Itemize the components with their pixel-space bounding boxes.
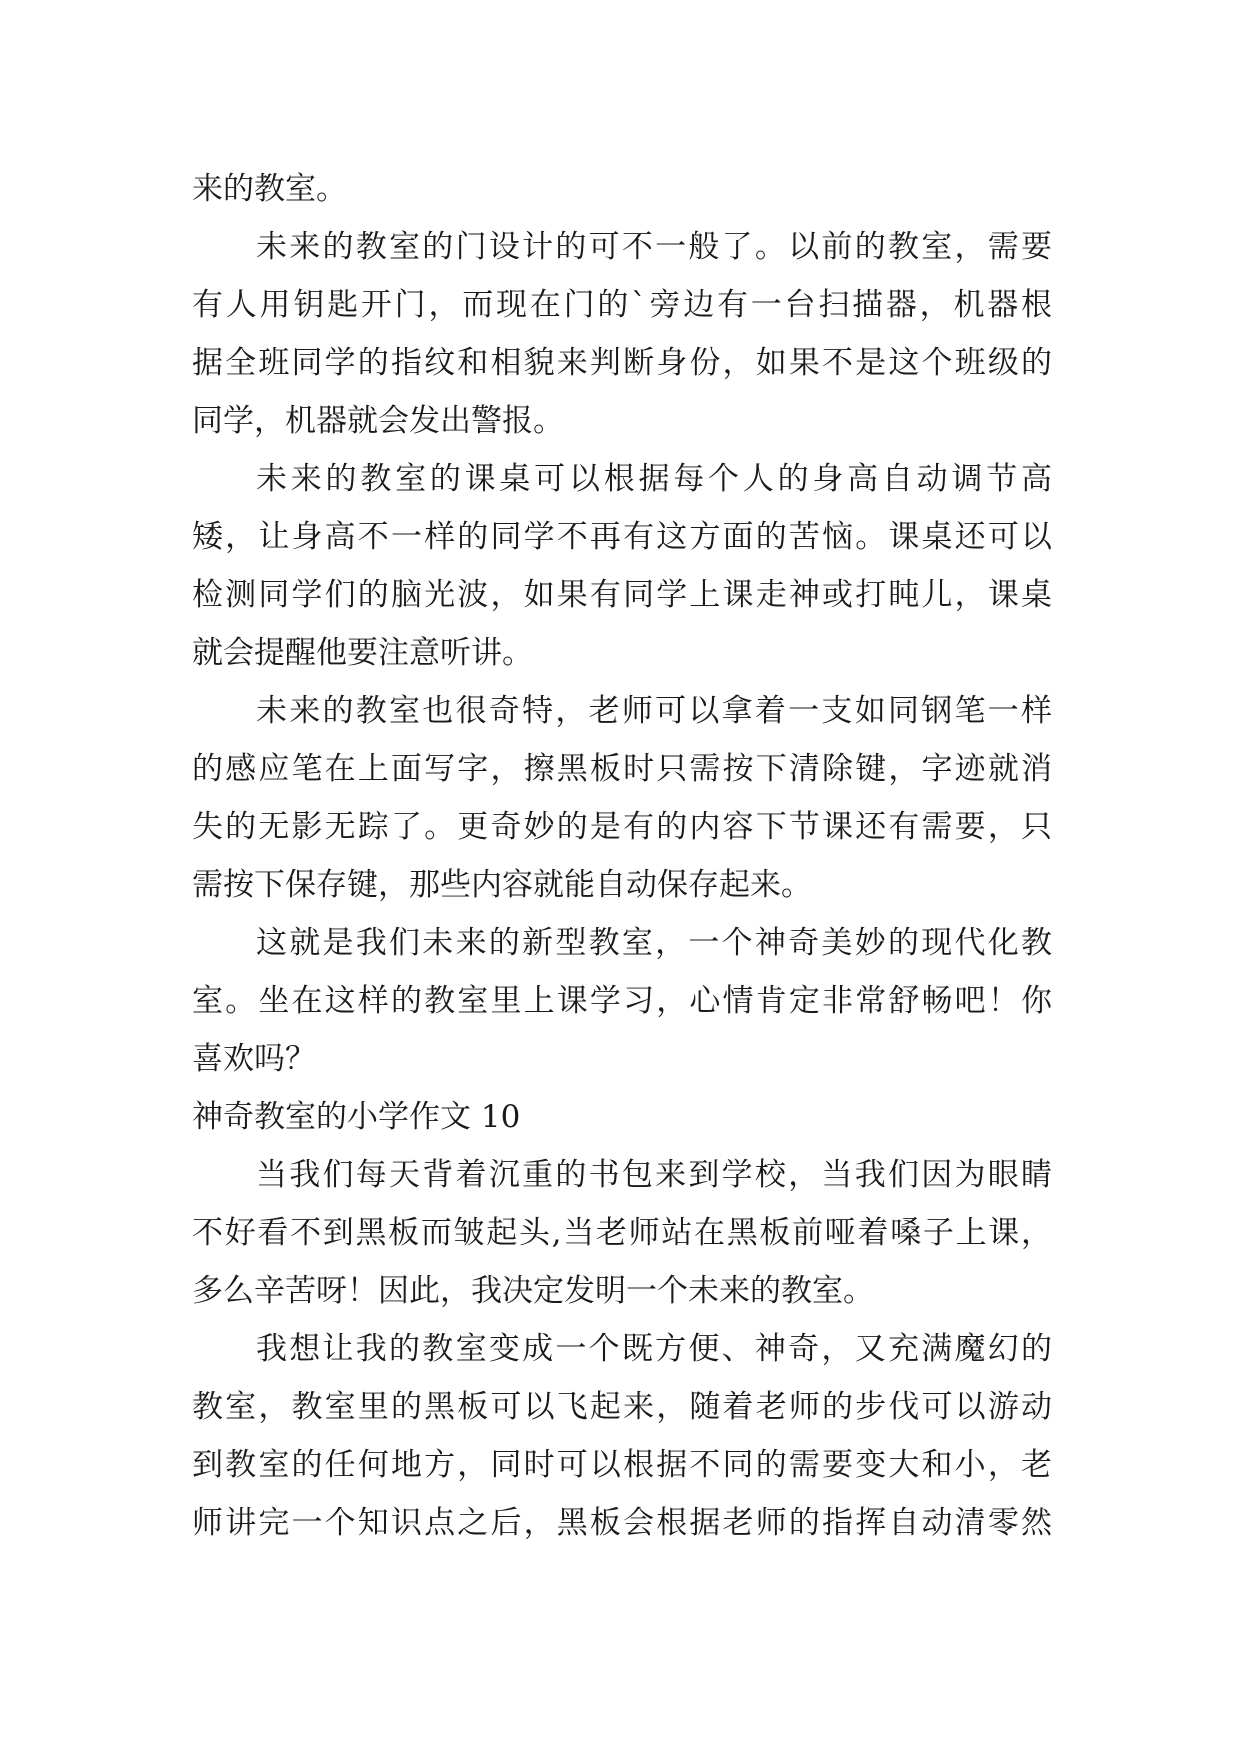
document-page (192, 160, 1052, 1552)
paragraph (192, 682, 1052, 914)
text-line: 有人用钥匙开门，而现在门的`旁边有一台扫描器，机器根 (192, 287, 1052, 323)
text-line: 同学，机器就会发出警报。 (192, 403, 564, 439)
text-line: 教室，教室里的黑板可以飞起来，随着老师的步伐可以游动 (192, 1389, 1052, 1425)
text-line: 需按下保存键，那些内容就能自动保存起来。 (192, 867, 812, 903)
text-line: 的感应笔在上面写字，擦黑板时只需按下清除键，字迹就消 (192, 751, 1052, 787)
text-line: 未来的教室也很奇特，老师可以拿着一支如同钢笔一样 (256, 693, 1052, 729)
paragraph (192, 450, 1052, 682)
text-line: 失的无影无踪了。更奇妙的是有的内容下节课还有需要，只 (192, 809, 1052, 845)
text-line: 我想让我的教室变成一个既方便、神奇，又充满魔幻的 (256, 1331, 1052, 1367)
heading-text: 神奇教室的小学作文 10 (192, 1099, 521, 1135)
text-line: 未来的教室的课桌可以根据每个人的身高自动调节高 (256, 461, 1052, 497)
text-line: 当我们每天背着沉重的书包来到学校，当我们因为眼睛 (256, 1157, 1052, 1193)
paragraph (192, 1146, 1052, 1320)
paragraph (192, 218, 1052, 450)
text-line: 据全班同学的指纹和相貌来判断身份，如果不是这个班级的 (192, 345, 1052, 381)
text-line: 这就是我们未来的新型教室，一个神奇美妙的现代化教 (256, 925, 1052, 961)
text-line: 来的教室。 (192, 171, 347, 207)
paragraph (192, 160, 1052, 218)
section-heading (192, 1088, 1052, 1146)
text-line: 不好看不到黑板而皱起头,当老师站在黑板前哑着嗓子上课， (192, 1215, 1052, 1251)
text-line: 未来的教室的门设计的可不一般了。以前的教室，需要 (256, 229, 1052, 265)
text-line: 检测同学们的脑光波，如果有同学上课走神或打盹儿，课桌 (192, 577, 1052, 613)
text-line: 室。坐在这样的教室里上课学习，心情肯定非常舒畅吧！你 (192, 983, 1052, 1019)
text-line: 师讲完一个知识点之后，黑板会根据老师的指挥自动清零然 (192, 1505, 1052, 1541)
paragraph (192, 1320, 1052, 1552)
text-line: 到教室的任何地方，同时可以根据不同的需要变大和小，老 (192, 1447, 1052, 1483)
text-line: 矮，让身高不一样的同学不再有这方面的苦恼。课桌还可以 (192, 519, 1052, 555)
text-line: 多么辛苦呀！因此，我决定发明一个未来的教室。 (192, 1273, 874, 1309)
paragraph (192, 914, 1052, 1088)
text-line: 喜欢吗？ (192, 1041, 316, 1077)
text-line: 就会提醒他要注意听讲。 (192, 635, 533, 671)
